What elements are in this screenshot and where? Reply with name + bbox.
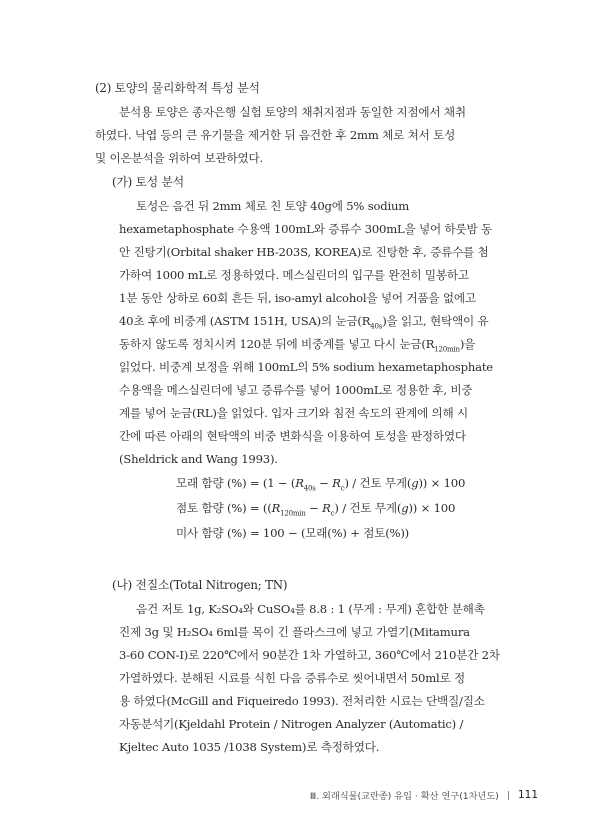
paragraph-line: 진제 3g 및 H₂SO₄ 6ml를 목이 긴 플라스크에 넣고 가열기(Mitamura	[119, 625, 470, 639]
paragraph-line: 및 이온분석을 위하여 보관하였다.	[95, 151, 263, 165]
paragraph-line: 가열하였다. 분해된 시료를 식힌 다음 증류수로 씻어내면서 50ml로 정	[119, 671, 466, 685]
footer-chapter-title: Ⅲ. 외래식물(교란종) 유입 · 확산 연구(1차년도)	[309, 791, 499, 802]
paragraph-line: 간에 따른 아래의 현탁액의 비중 변화식을 이용하여 토성을 판정하였다	[119, 429, 466, 443]
paragraph-line: (Sheldrick and Wang 1993).	[119, 452, 278, 466]
paragraph-line: 분석용 토양은 종자은행 실험 토양의 채취지점과 동일한 지점에서 채취	[119, 105, 466, 119]
paragraph-line: 토성은 음건 뒤 2mm 체로 친 토양 40g에 5% sodium	[136, 199, 410, 213]
equation-sand: 모래 함량 (%) = ($1 - (R_{40s} - R_c)$ / 건토 무게(g)) × 100	[176, 476, 466, 493]
paragraph-line: 용 하였다(McGill and Fiqueiredo 1993). 전처리한 시료는 단백질/질소	[119, 694, 485, 708]
paragraph-line: 자동분석기(Kjeldahl Protein / Nitrogen Analyzer (Automatic) /	[119, 717, 464, 731]
paragraph-line: 수용액을 메스실린더에 넣고 증류수를 넣어 1000mL로 정용한 후, 비중	[119, 383, 473, 397]
paragraph-line: 동하지 않도록 정치시켜 120분 뒤에 비중계를 넣고 다시 눈금$(R_{120min})$을	[119, 337, 476, 354]
paragraph-line: 계를 넣어 눈금(RL)을 읽었다. 입자 크기와 침전 속도의 관계에 의해 시	[119, 406, 469, 420]
equation-silt: 미사 함량 (%) = 100 − (모래(%) + 점토(%))	[176, 526, 410, 540]
subsection-heading: (나) 전질소(Total Nitrogen; TN)	[112, 578, 288, 592]
equation-clay: 점토 함량 (%) = ($(R_{120min} - R_c)$ / 건토 무게(g)) × 100	[176, 501, 456, 518]
paragraph-line: 가하여 1000 mL로 정용하였다. 메스실린더의 입구를 완전히 밀봉하고	[119, 268, 469, 282]
paragraph-line: 40초 후에 비중계 (ASTM 151H, USA)의 눈금$(R_{40s})$을 읽고, 현탁액이 유	[119, 314, 489, 331]
paragraph-line: 3-60 CON-I)로 220℃에서 90분간 1차 가열하고, 360℃에서 210분간 2차	[119, 648, 500, 662]
page-number: 111	[517, 789, 538, 801]
footer-divider: |	[506, 789, 510, 801]
paragraph-line: hexametaphosphate 수용액 100mL와 증류수 300mL을 넣어 하룻밤 동	[119, 222, 492, 236]
subsection-heading: (가) 토성 분석	[112, 175, 184, 189]
paragraph-line: 음건 저토 1g, K₂SO₄와 CuSO₄를 8.8 : 1 (무게 : 무게) 혼합한 분해촉	[136, 602, 485, 616]
paragraph-line: 1분 동안 상하로 60회 흔든 뒤, iso-amyl alcohol을 넣어 거품을 없에고	[119, 291, 476, 305]
paragraph-line: 하였다. 낙엽 등의 큰 유기물을 제거한 뒤 음건한 후 2mm 체로 쳐서 토성	[95, 128, 456, 142]
section-heading: (2) 토양의 물리화학적 특성 분석	[95, 81, 260, 95]
page-footer	[310, 788, 538, 802]
paragraph-line: 안 진탕기(Orbital shaker HB-203S, KOREA)로 진탕한 후, 증류수를 첨	[119, 245, 489, 259]
paragraph-line: Kjeltec Auto 1035 /1038 System)로 측정하였다.	[119, 740, 380, 754]
paragraph-line: 읽었다. 비중계 보정을 위해 100mL의 5% sodium hexametaphosphate	[119, 360, 493, 374]
